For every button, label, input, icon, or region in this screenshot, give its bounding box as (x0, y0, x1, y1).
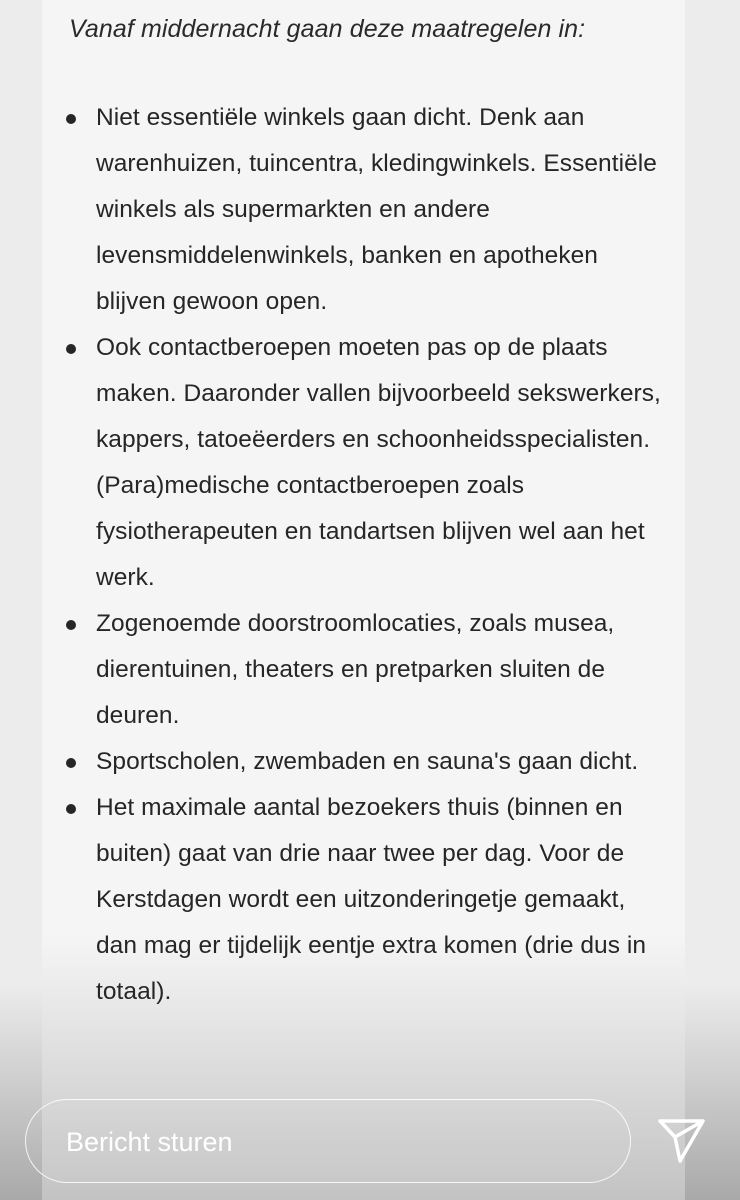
send-button[interactable] (656, 1117, 708, 1165)
measure-text: Ook contactberoepen moeten pas op de plaats maken. Daaronder vallen bijvoorbeeld sekswerkers, kappers, tatoeëerders en schoonheidsspecialisten. (Para)medische contactberoepen zoals fysiotherapeuten en tandartsen blijven wel aan het werk. (96, 334, 661, 591)
bullet-icon (66, 804, 76, 814)
message-input[interactable] (25, 1099, 631, 1183)
measures-list (96, 95, 666, 1015)
bullet-icon (66, 114, 76, 124)
measure-text: Het maximale aantal bezoekers thuis (binnen en buiten) gaat van drie naar twee per dag. Voor de Kerstdagen wordt een uitzonderingetje gemaakt, dan mag er tijdelijk eentje extra komen (drie dus in totaal). (96, 794, 647, 1005)
bullet-icon (66, 344, 76, 354)
intro-text: Vanaf middernacht gaan deze maatregelen in: (69, 15, 586, 43)
measure-text: Sportscholen, zwembaden en sauna's gaan dicht. (96, 748, 639, 775)
measure-text: Niet essentiële winkels gaan dicht. Denk aan warenhuizen, tuincentra, kledingwinkels. Essentiële winkels als supermarkten en andere levensmiddelenwinkels, banken en apotheken blijven gewoon open. (96, 104, 657, 315)
measure-text: Zogenoemde doorstroomlocaties, zoals musea, dierentuinen, theaters en pretparken sluiten de deuren. (96, 610, 615, 729)
paper-plane-icon (656, 1117, 708, 1165)
bullet-icon (66, 758, 76, 768)
list-item (96, 325, 666, 601)
list-item (96, 739, 666, 785)
list-item (96, 601, 666, 739)
list-item (96, 95, 666, 325)
list-item (96, 785, 666, 1015)
bullet-icon (66, 620, 76, 630)
message-placeholder: Bericht sturen (66, 1127, 233, 1157)
